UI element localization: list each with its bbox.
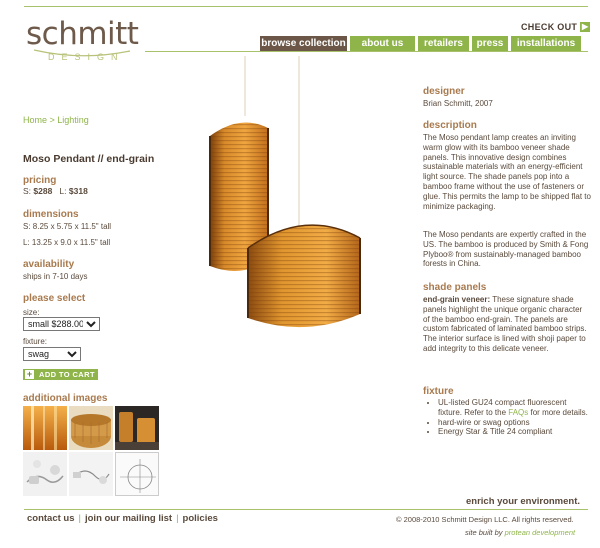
product-image: [200, 56, 380, 336]
description-paragraph-1: The Moso pendant lamp creates an inviting warm glow with its bamboo veneer shade panels. This innovative design combines sustainable materials with an energy-efficient light source. The shade panels pop into a bamboo frame without the use of fasteners or glue. This permits the lamp to be shipped flat to minimize packaging.: [423, 133, 591, 211]
footer-links: [27, 513, 218, 524]
fixture-item-2: • hard-wire or swag options: [438, 418, 591, 428]
designer-text: Brian Schmitt, 2007: [423, 99, 493, 108]
thumbnail-6[interactable]: [115, 452, 159, 496]
thumbnail-2[interactable]: [69, 406, 113, 450]
protean-development-link[interactable]: protean development: [504, 528, 576, 537]
small-price-label: S:: [23, 186, 32, 196]
add-to-cart-button[interactable]: [23, 369, 98, 380]
logo-wordmark: schmitt: [26, 16, 139, 52]
shade-panels-text: [423, 295, 591, 354]
small-price: $288: [33, 186, 53, 196]
tagline: enrich your environment.: [466, 496, 581, 507]
breadcrumb-lighting[interactable]: Lighting: [57, 115, 89, 125]
breadcrumb-separator: >: [47, 115, 58, 125]
description-heading: description: [423, 120, 477, 131]
tab-about-us[interactable]: about us: [350, 36, 415, 51]
availability-heading: availability: [23, 259, 75, 270]
shade-panels-lead: end-grain veneer:: [423, 295, 491, 304]
fixture-label: fixture:: [23, 337, 48, 346]
size-select[interactable]: [23, 317, 100, 331]
fixture-item-1-tail: for more details.: [528, 407, 588, 417]
additional-images-heading: additional images: [23, 393, 108, 404]
checkout-link[interactable]: [521, 22, 590, 32]
thumbnail-4-image: [23, 452, 67, 496]
thumbnail-2-image: [69, 406, 113, 450]
thumbnail-3-image: [115, 406, 159, 450]
availability-text: ships in 7-10 days: [23, 272, 88, 281]
please-select-heading: please select: [23, 293, 86, 304]
large-price-label: L:: [59, 186, 67, 196]
tab-retailers[interactable]: retailers: [418, 36, 469, 51]
nav-divider: [145, 51, 588, 52]
thumbnail-3[interactable]: [115, 406, 159, 450]
size-label: size:: [23, 308, 40, 317]
tab-press[interactable]: press: [472, 36, 508, 51]
fixture-item-1: [438, 398, 591, 418]
designer-heading: designer: [423, 86, 465, 97]
thumbnail-4[interactable]: [23, 452, 67, 496]
dimensions-large: L: 13.25 x 9.0 x 11.5" tall: [23, 238, 111, 247]
dimensions-small: S: 8.25 x 5.75 x 11.5" tall: [23, 222, 112, 231]
shade-panels-body: These signature shade panels highlight the unique organic character of the bamboo end-grain. The panels are custom fabricated of laminated bamboo strips. The interior surface is lined with shoji paper to add integrity to this delicate veneer.: [423, 295, 587, 353]
site-credit: [465, 528, 575, 537]
pricing-values: [23, 187, 88, 197]
tab-installations[interactable]: installations: [511, 36, 581, 51]
footer-separator: |: [176, 513, 179, 524]
footer-divider: [24, 509, 588, 510]
site-credit-text: site built by: [465, 528, 505, 537]
description-paragraph-2: The Moso pendants are expertly crafted in the US. The bamboo is produced by Smith & Fong Plyboo® from sustainably-managed bamboo forests in China.: [423, 230, 589, 269]
contact-us-link[interactable]: contact us: [27, 513, 75, 524]
arrow-right-icon: ▶: [581, 22, 589, 31]
logo-subtitle: DESIGN: [48, 52, 125, 62]
breadcrumb: [23, 115, 89, 125]
main-nav: [260, 36, 581, 51]
mailing-list-link[interactable]: join our mailing list: [84, 513, 173, 524]
fixture-select[interactable]: [23, 347, 81, 361]
pricing-heading: pricing: [23, 175, 57, 186]
large-price: $318: [68, 186, 88, 196]
logo[interactable]: [26, 14, 138, 64]
dimensions-heading: dimensions: [23, 209, 79, 220]
thumbnail-5-image: [69, 452, 113, 496]
thumbnail-1[interactable]: [23, 406, 67, 450]
fixture-list: [423, 398, 591, 437]
product-title: Moso Pendant // end-grain: [23, 153, 155, 165]
thumbnail-5[interactable]: [69, 452, 113, 496]
thumbnail-6-image: [116, 453, 158, 495]
footer-separator: |: [78, 513, 81, 524]
tab-browse-collection[interactable]: browse collection: [261, 38, 346, 49]
add-to-cart-label: ADD TO CART: [39, 370, 95, 379]
policies-link[interactable]: policies: [182, 513, 218, 524]
fixture-item-3: • Energy Star & Title 24 compliant: [438, 427, 591, 437]
thumbnail-1-image: [23, 406, 67, 450]
shade-panels-heading: shade panels: [423, 282, 487, 293]
plus-icon: +: [26, 369, 33, 379]
fixture-item-1-text: UL-listed GU24 compact fluorescent fixture. Refer to the: [438, 398, 567, 417]
faqs-link[interactable]: FAQs: [508, 407, 529, 417]
breadcrumb-home[interactable]: Home: [23, 115, 48, 125]
fixture-heading: fixture: [423, 386, 454, 397]
top-divider: [24, 6, 588, 7]
copyright: © 2008-2010 Schmitt Design LLC. All rights reserved.: [396, 515, 574, 524]
checkout-label: CHECK OUT: [521, 22, 578, 32]
